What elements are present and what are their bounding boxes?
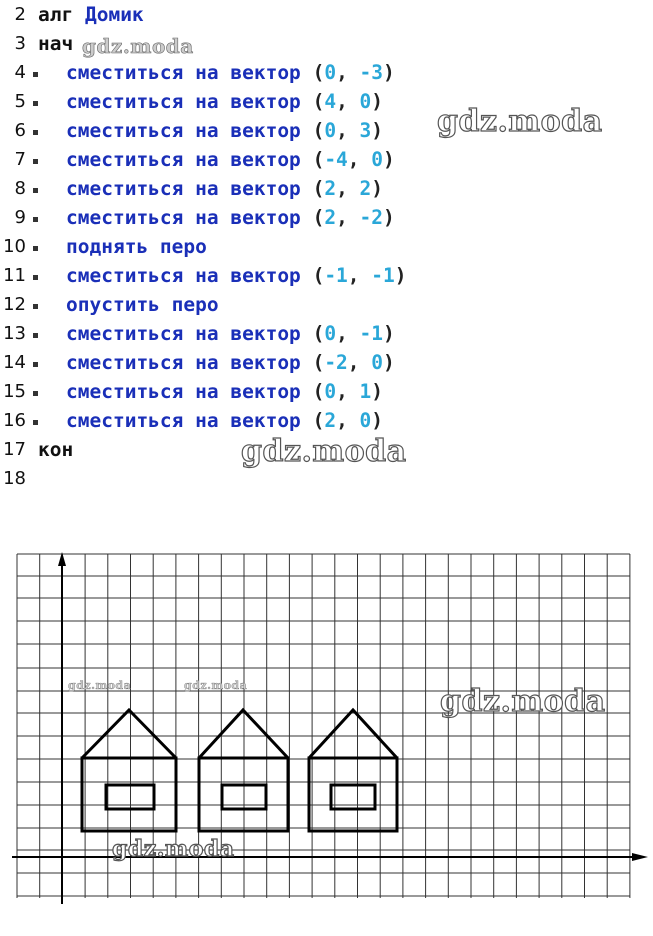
vector-y: 0 xyxy=(359,409,372,432)
command: сместиться на вектор (4, 0) xyxy=(66,90,384,113)
indent-marker xyxy=(33,391,38,396)
line-number: 12 xyxy=(3,294,26,315)
line-number: 13 xyxy=(3,323,26,344)
line-number: 18 xyxy=(3,468,26,489)
code-line xyxy=(0,348,653,377)
code-line xyxy=(0,290,653,319)
house-wall xyxy=(309,758,397,831)
line-number: 5 xyxy=(14,91,26,112)
watermark: gdz.moda xyxy=(68,679,132,692)
indent-marker xyxy=(33,130,38,135)
line-number: 17 xyxy=(3,439,26,460)
vector-x: 2 xyxy=(324,206,337,229)
code-line xyxy=(0,0,653,29)
house-roof xyxy=(82,710,176,758)
command: опустить перо xyxy=(66,293,219,316)
vector-x: 4 xyxy=(324,90,337,113)
command: сместиться на вектор (-2, 0) xyxy=(66,351,395,374)
indent-marker xyxy=(33,217,38,222)
line-number: 4 xyxy=(14,62,26,83)
code-line xyxy=(0,406,653,435)
command: сместиться на вектор (0, -3) xyxy=(66,61,395,84)
watermark: gdz.moda xyxy=(112,836,235,862)
vector-x: 0 xyxy=(324,322,337,345)
indent-marker xyxy=(33,304,38,309)
vector-x: -1 xyxy=(324,264,348,287)
vector-x: 0 xyxy=(324,380,337,403)
code-line xyxy=(0,377,653,406)
code-line xyxy=(0,261,653,290)
command: сместиться на вектор (-4, 0) xyxy=(66,148,395,171)
vector-y: -1 xyxy=(371,264,395,287)
house-wall xyxy=(82,758,176,831)
indent-marker xyxy=(33,188,38,193)
command: сместиться на вектор (0, 3) xyxy=(66,119,384,142)
vector-y: 2 xyxy=(359,177,372,200)
watermark: gdz.moda xyxy=(437,104,603,139)
keyword: алг Домик xyxy=(38,3,144,26)
watermark: gdz.moda xyxy=(440,684,606,719)
vector-y: 1 xyxy=(359,380,372,403)
line-number: 14 xyxy=(3,352,26,373)
indent-marker xyxy=(33,420,38,425)
house-roof xyxy=(309,710,397,758)
code-line xyxy=(0,203,653,232)
vector-x: 0 xyxy=(324,61,337,84)
code-line xyxy=(0,319,653,348)
line-number: 2 xyxy=(14,4,26,25)
code-line xyxy=(0,145,653,174)
vector-x: 2 xyxy=(324,409,337,432)
line-number: 9 xyxy=(14,207,26,228)
indent-marker xyxy=(33,333,38,338)
line-number: 6 xyxy=(14,120,26,141)
code-line xyxy=(0,174,653,203)
code-line xyxy=(0,232,653,261)
vector-y: -3 xyxy=(359,61,384,84)
indent-marker xyxy=(33,275,38,280)
watermark: gdz.moda xyxy=(82,34,194,58)
vector-y: 0 xyxy=(359,90,372,113)
vector-y: 0 xyxy=(371,351,384,374)
line-number: 8 xyxy=(14,178,26,199)
command: сместиться на вектор (2, 0) xyxy=(66,409,384,432)
watermark: gdz.moda xyxy=(184,679,248,692)
indent-marker xyxy=(33,159,38,164)
line-number: 10 xyxy=(3,236,26,257)
command: сместиться на вектор (0, 1) xyxy=(66,380,384,403)
vector-y: 0 xyxy=(371,148,384,171)
keyword: нач xyxy=(38,32,74,55)
command: сместиться на вектор (0, -1) xyxy=(66,322,395,345)
vector-x: -4 xyxy=(324,148,348,171)
command: сместиться на вектор (2, 2) xyxy=(66,177,384,200)
command: сместиться на вектор (-1, -1) xyxy=(66,264,407,287)
keyword: кон xyxy=(38,438,74,461)
line-number: 16 xyxy=(3,410,26,431)
command: поднять перо xyxy=(66,235,207,258)
line-number: 7 xyxy=(14,149,26,170)
vector-y: -1 xyxy=(359,322,384,345)
watermark: gdz.moda xyxy=(241,434,407,469)
vector-y: 3 xyxy=(359,119,372,142)
algorithm-name: Домик xyxy=(73,3,144,26)
vector-x: 0 xyxy=(324,119,337,142)
indent-marker xyxy=(33,72,38,77)
line-number: 15 xyxy=(3,381,26,402)
command: сместиться на вектор (2, -2) xyxy=(66,206,395,229)
vector-y: -2 xyxy=(359,206,384,229)
indent-marker xyxy=(33,246,38,251)
vector-x: 2 xyxy=(324,177,337,200)
line-number: 11 xyxy=(3,265,26,286)
line-number: 3 xyxy=(14,33,26,54)
grid-svg xyxy=(0,540,653,910)
code-line xyxy=(0,58,653,87)
indent-marker xyxy=(33,101,38,106)
grid-drawing xyxy=(0,540,653,910)
x-axis-arrow xyxy=(632,853,648,861)
indent-marker xyxy=(33,362,38,367)
vector-x: -2 xyxy=(324,351,348,374)
